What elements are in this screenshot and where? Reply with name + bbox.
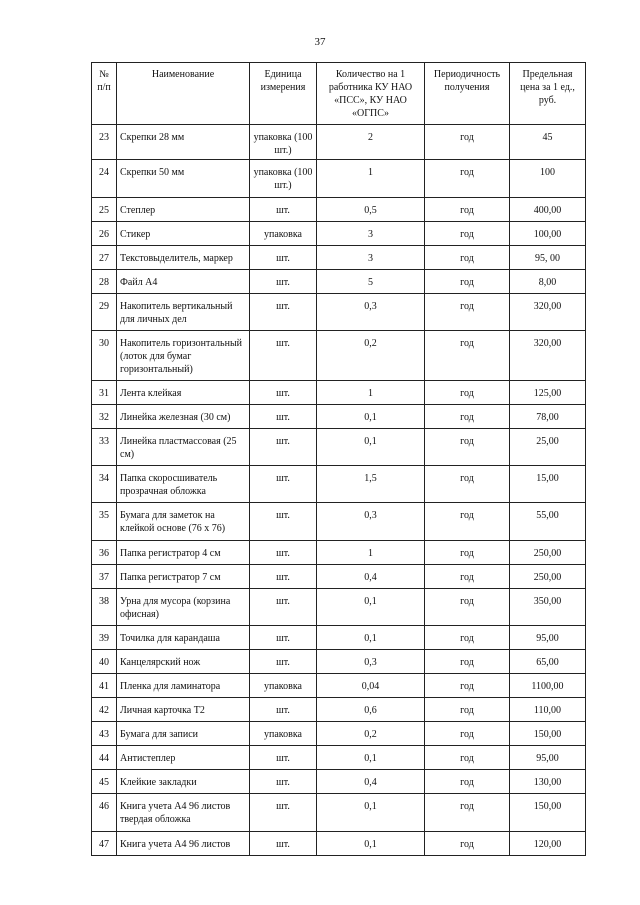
- cell-unit: шт.: [250, 331, 317, 381]
- cell-qty: 0,1: [317, 589, 425, 626]
- cell-qty: 0,2: [317, 722, 425, 746]
- table-row: [92, 222, 586, 246]
- cell-price: 120,00: [510, 832, 586, 856]
- cell-period: год: [425, 674, 510, 698]
- table-row: [92, 589, 586, 626]
- cell-period: год: [425, 160, 510, 198]
- table-row: [92, 503, 586, 541]
- cell-qty: 0,2: [317, 331, 425, 381]
- cell-qty: 3: [317, 246, 425, 270]
- cell-unit: шт.: [250, 565, 317, 589]
- cell-price: 100: [510, 160, 586, 198]
- cell-price: 350,00: [510, 589, 586, 626]
- cell-unit: упаковка (100 шт.): [250, 160, 317, 198]
- cell-price: 55,00: [510, 503, 586, 541]
- cell-period: год: [425, 650, 510, 674]
- cell-name: Бумага для заметок на клейкой основе (76 х 76): [117, 503, 250, 541]
- cell-period: год: [425, 565, 510, 589]
- cell-price: 130,00: [510, 770, 586, 794]
- table-row: [92, 198, 586, 222]
- table-row: [92, 429, 586, 466]
- table-row: [92, 722, 586, 746]
- cell-period: год: [425, 746, 510, 770]
- cell-price: 250,00: [510, 541, 586, 565]
- cell-qty: 0,1: [317, 832, 425, 856]
- cell-num: 27: [92, 246, 117, 270]
- table-row: [92, 381, 586, 405]
- cell-name: Бумага для записи: [117, 722, 250, 746]
- cell-price: 320,00: [510, 331, 586, 381]
- cell-unit: упаковка: [250, 722, 317, 746]
- cell-price: 95,00: [510, 626, 586, 650]
- cell-qty: 0,3: [317, 650, 425, 674]
- cell-num: 32: [92, 405, 117, 429]
- cell-name: Файл А4: [117, 270, 250, 294]
- cell-name: Накопитель горизонтальный (лоток для бумаг горизонтальный): [117, 331, 250, 381]
- cell-period: год: [425, 270, 510, 294]
- cell-qty: 5: [317, 270, 425, 294]
- cell-num: 31: [92, 381, 117, 405]
- cell-name: Пленка для ламинатора: [117, 674, 250, 698]
- cell-num: 41: [92, 674, 117, 698]
- cell-qty: 0,3: [317, 503, 425, 541]
- cell-unit: шт.: [250, 770, 317, 794]
- table-row: [92, 125, 586, 160]
- cell-price: 150,00: [510, 722, 586, 746]
- cell-name: Точилка для карандаша: [117, 626, 250, 650]
- header-unit: Единица измерения: [250, 63, 317, 125]
- cell-price: 95, 00: [510, 246, 586, 270]
- table-row: [92, 650, 586, 674]
- cell-period: год: [425, 626, 510, 650]
- cell-qty: 0,1: [317, 794, 425, 832]
- cell-num: 28: [92, 270, 117, 294]
- cell-price: 110,00: [510, 698, 586, 722]
- cell-num: 39: [92, 626, 117, 650]
- cell-price: 78,00: [510, 405, 586, 429]
- table-row: [92, 160, 586, 198]
- cell-unit: шт.: [250, 429, 317, 466]
- cell-unit: шт.: [250, 650, 317, 674]
- cell-qty: 0,04: [317, 674, 425, 698]
- table-row: [92, 626, 586, 650]
- cell-unit: шт.: [250, 466, 317, 503]
- table-row: [92, 331, 586, 381]
- cell-qty: 0,1: [317, 429, 425, 466]
- page-number: 37: [314, 36, 326, 48]
- header-name: Наименование: [117, 63, 250, 125]
- cell-name: Папка регистратор 4 см: [117, 541, 250, 565]
- table-row: [92, 794, 586, 832]
- cell-unit: шт.: [250, 503, 317, 541]
- cell-period: год: [425, 125, 510, 160]
- cell-name: Лента клейкая: [117, 381, 250, 405]
- cell-qty: 0,3: [317, 294, 425, 331]
- cell-num: 29: [92, 294, 117, 331]
- cell-price: 250,00: [510, 565, 586, 589]
- cell-qty: 1: [317, 381, 425, 405]
- cell-num: 44: [92, 746, 117, 770]
- cell-name: Степлер: [117, 198, 250, 222]
- table-row: [92, 466, 586, 503]
- cell-name: Книга учета А4 96 листов твердая обложка: [117, 794, 250, 832]
- cell-num: 46: [92, 794, 117, 832]
- table-row: [92, 698, 586, 722]
- cell-price: 25,00: [510, 429, 586, 466]
- cell-num: 36: [92, 541, 117, 565]
- cell-price: 65,00: [510, 650, 586, 674]
- cell-period: год: [425, 331, 510, 381]
- table-row: [92, 246, 586, 270]
- cell-qty: 2: [317, 125, 425, 160]
- cell-unit: шт.: [250, 381, 317, 405]
- cell-period: год: [425, 466, 510, 503]
- cell-num: 37: [92, 565, 117, 589]
- cell-period: год: [425, 429, 510, 466]
- cell-unit: шт.: [250, 794, 317, 832]
- cell-price: 1100,00: [510, 674, 586, 698]
- cell-unit: шт.: [250, 294, 317, 331]
- cell-name: Антистеплер: [117, 746, 250, 770]
- cell-name: Линейка пластмассовая (25 см): [117, 429, 250, 466]
- header-qty: Количество на 1 работника КУ НАО «ПСС», КУ НАО «ОГПС»: [317, 63, 425, 125]
- cell-qty: 0,5: [317, 198, 425, 222]
- cell-period: год: [425, 381, 510, 405]
- header-price: Предельная цена за 1 ед., руб.: [510, 63, 586, 125]
- cell-period: год: [425, 198, 510, 222]
- cell-unit: шт.: [250, 541, 317, 565]
- table-row: [92, 565, 586, 589]
- cell-qty: 0,4: [317, 770, 425, 794]
- cell-qty: 1: [317, 160, 425, 198]
- cell-period: год: [425, 541, 510, 565]
- cell-num: 42: [92, 698, 117, 722]
- cell-unit: шт.: [250, 832, 317, 856]
- cell-name: Стикер: [117, 222, 250, 246]
- cell-name: Личная карточка Т2: [117, 698, 250, 722]
- table-row: [92, 294, 586, 331]
- cell-unit: шт.: [250, 626, 317, 650]
- cell-num: 40: [92, 650, 117, 674]
- table-row: [92, 770, 586, 794]
- table-header-row: [92, 63, 586, 125]
- cell-unit: шт.: [250, 198, 317, 222]
- cell-unit: шт.: [250, 270, 317, 294]
- header-period: Периодичность получения: [425, 63, 510, 125]
- table-row: [92, 541, 586, 565]
- cell-price: 95,00: [510, 746, 586, 770]
- table-row: [92, 832, 586, 856]
- cell-qty: 0,6: [317, 698, 425, 722]
- cell-num: 34: [92, 466, 117, 503]
- cell-qty: 0,1: [317, 405, 425, 429]
- cell-num: 47: [92, 832, 117, 856]
- cell-name: Скрепки 28 мм: [117, 125, 250, 160]
- cell-num: 25: [92, 198, 117, 222]
- cell-price: 150,00: [510, 794, 586, 832]
- cell-price: 400,00: [510, 198, 586, 222]
- cell-unit: упаковка: [250, 674, 317, 698]
- cell-period: год: [425, 722, 510, 746]
- cell-name: Линейка железная (30 см): [117, 405, 250, 429]
- cell-num: 43: [92, 722, 117, 746]
- cell-num: 24: [92, 160, 117, 198]
- cell-period: год: [425, 503, 510, 541]
- cell-price: 100,00: [510, 222, 586, 246]
- supplies-table: [91, 62, 586, 856]
- cell-unit: шт.: [250, 589, 317, 626]
- cell-price: 320,00: [510, 294, 586, 331]
- cell-unit: упаковка: [250, 222, 317, 246]
- cell-unit: упаковка (100 шт.): [250, 125, 317, 160]
- cell-name: Скрепки 50 мм: [117, 160, 250, 198]
- cell-price: 8,00: [510, 270, 586, 294]
- cell-period: год: [425, 794, 510, 832]
- cell-qty: 0,4: [317, 565, 425, 589]
- cell-period: год: [425, 698, 510, 722]
- cell-period: год: [425, 246, 510, 270]
- cell-price: 15,00: [510, 466, 586, 503]
- cell-unit: шт.: [250, 405, 317, 429]
- cell-num: 23: [92, 125, 117, 160]
- cell-name: Папка регистратор 7 см: [117, 565, 250, 589]
- table-row: [92, 746, 586, 770]
- cell-name: Канцелярский нож: [117, 650, 250, 674]
- cell-period: год: [425, 589, 510, 626]
- cell-num: 35: [92, 503, 117, 541]
- cell-name: Накопитель вертикальный для личных дел: [117, 294, 250, 331]
- cell-period: год: [425, 405, 510, 429]
- cell-unit: шт.: [250, 746, 317, 770]
- cell-qty: 1,5: [317, 466, 425, 503]
- cell-name: Клейкие закладки: [117, 770, 250, 794]
- table-row: [92, 270, 586, 294]
- cell-qty: 0,1: [317, 626, 425, 650]
- cell-num: 33: [92, 429, 117, 466]
- cell-unit: шт.: [250, 246, 317, 270]
- cell-name: Книга учета А4 96 листов: [117, 832, 250, 856]
- cell-qty: 1: [317, 541, 425, 565]
- cell-unit: шт.: [250, 698, 317, 722]
- cell-period: год: [425, 222, 510, 246]
- cell-name: Текстовыделитель, маркер: [117, 246, 250, 270]
- cell-num: 38: [92, 589, 117, 626]
- cell-period: год: [425, 294, 510, 331]
- cell-price: 45: [510, 125, 586, 160]
- table-row: [92, 405, 586, 429]
- cell-name: Урна для мусора (корзина офисная): [117, 589, 250, 626]
- header-num: № п/п: [92, 63, 117, 125]
- table-row: [92, 674, 586, 698]
- cell-period: год: [425, 832, 510, 856]
- cell-num: 45: [92, 770, 117, 794]
- cell-qty: 3: [317, 222, 425, 246]
- cell-num: 30: [92, 331, 117, 381]
- cell-price: 125,00: [510, 381, 586, 405]
- cell-qty: 0,1: [317, 746, 425, 770]
- cell-name: Папка скоросшиватель прозрачная обложка: [117, 466, 250, 503]
- cell-num: 26: [92, 222, 117, 246]
- cell-period: год: [425, 770, 510, 794]
